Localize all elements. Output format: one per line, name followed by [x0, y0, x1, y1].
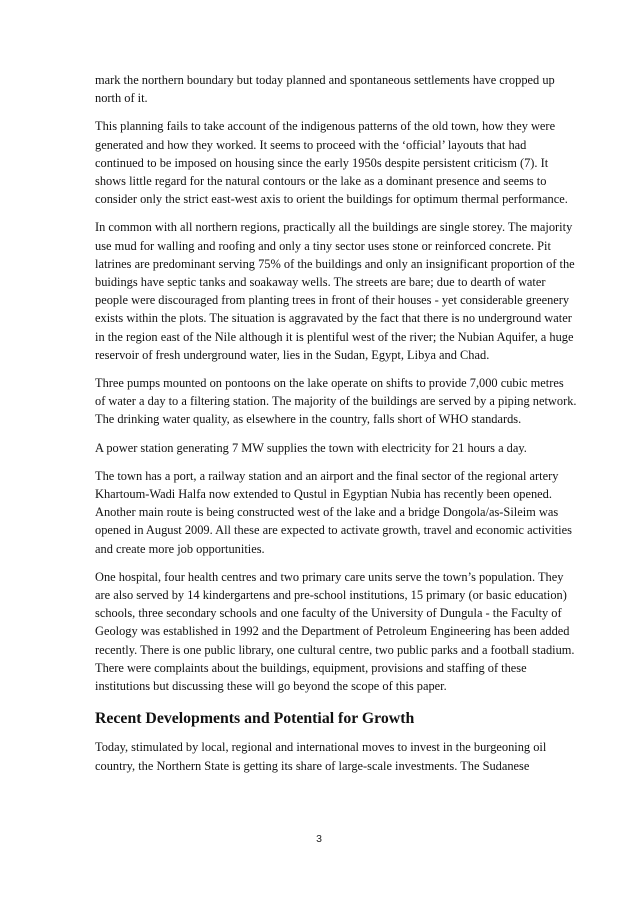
paragraph-water-supply: Three pumps mounted on pontoons on the lake operate on shifts to provide 7,000 cubic metres of water a day to a filtering station. The majority of the buildings are served by a piping network. The drinking water quality, as elsewhere in the country, falls short of WHO standards.	[95, 376, 577, 427]
section-heading: Recent Developments and Potential for Growth	[95, 710, 415, 728]
paragraph-building-materials: In common with all northern regions, practically all the buildings are single storey. The majority use mud for walling and roofing and only a tiny sector uses stone or reinforced concrete. Pit latrines are predominant serving 75% of the buildings and only an insignificant proportion of the buidings have septic tanks and soakaway wells. The streets are bare; due to dearth of water people were discouraged from planting trees in front of their houses - yet considerable greenery exists within the plots. The situation is aggravated by the fact that there is no underground water in the region east of the Nile although it is plentiful west of the river; the Nubian Aquifer, a huge reservoir of fresh underground water, lies in the Sudan, Egypt, Libya and Chad.	[95, 220, 575, 362]
page-number: 3	[316, 833, 322, 845]
paragraph-power-station: A power station generating 7 MW supplies the town with electricity for 21 hours a day.	[95, 440, 527, 455]
document-body	[95, 71, 577, 785]
paragraph-health-education: One hospital, four health centres and two primary care units serve the town’s population. They are also served by 14 kindergartens and pre-school institutions, 15 primary (or basic education) schools, three secondary schools and one faculty of the University of Dungula - the Faculty of Geology was established in 1992 and the Department of Petroleum Engineering has been added recently. There is one public library, one cultural centre, two public parks and a football stadium. There were complaints about the buildings, equipment, provisions and staffing of these institutions but discussing these will go beyond the scope of this paper.	[95, 569, 575, 694]
paragraph-northern-boundary: mark the northern boundary but today planned and spontaneous settlements have cropped up north of it.	[95, 73, 555, 106]
paragraph-recent-developments: Today, stimulated by local, regional and international moves to invest in the burgeoning oil country, the Northern State is getting its share of large-scale investments. The Sudanese	[95, 740, 547, 773]
paragraph-planning-critique: This planning fails to take account of the indigenous patterns of the old town, how they were generated and how they worked. It seems to proceed with the ‘official’ layouts that had continued to be imposed on housing since the early 1950s despite persistent criticism (7). It shows little regard for the natural contours or the lake as a dominant presence and seems to consider only the strict east-west axis to orient the buildings for optimum thermal performance.	[95, 119, 568, 207]
paragraph-transport: The town has a port, a railway station and an airport and the final sector of the regional artery Khartoum-Wadi Halfa now extended to Qustul in Egyptian Nubia has recently been opened. Another main route is being constructed west of the lake and a bridge Dongola/as-Sileim was opened in August 2009. All these are expected to activate growth, travel and economic activities and create more job opportunities.	[95, 468, 572, 556]
